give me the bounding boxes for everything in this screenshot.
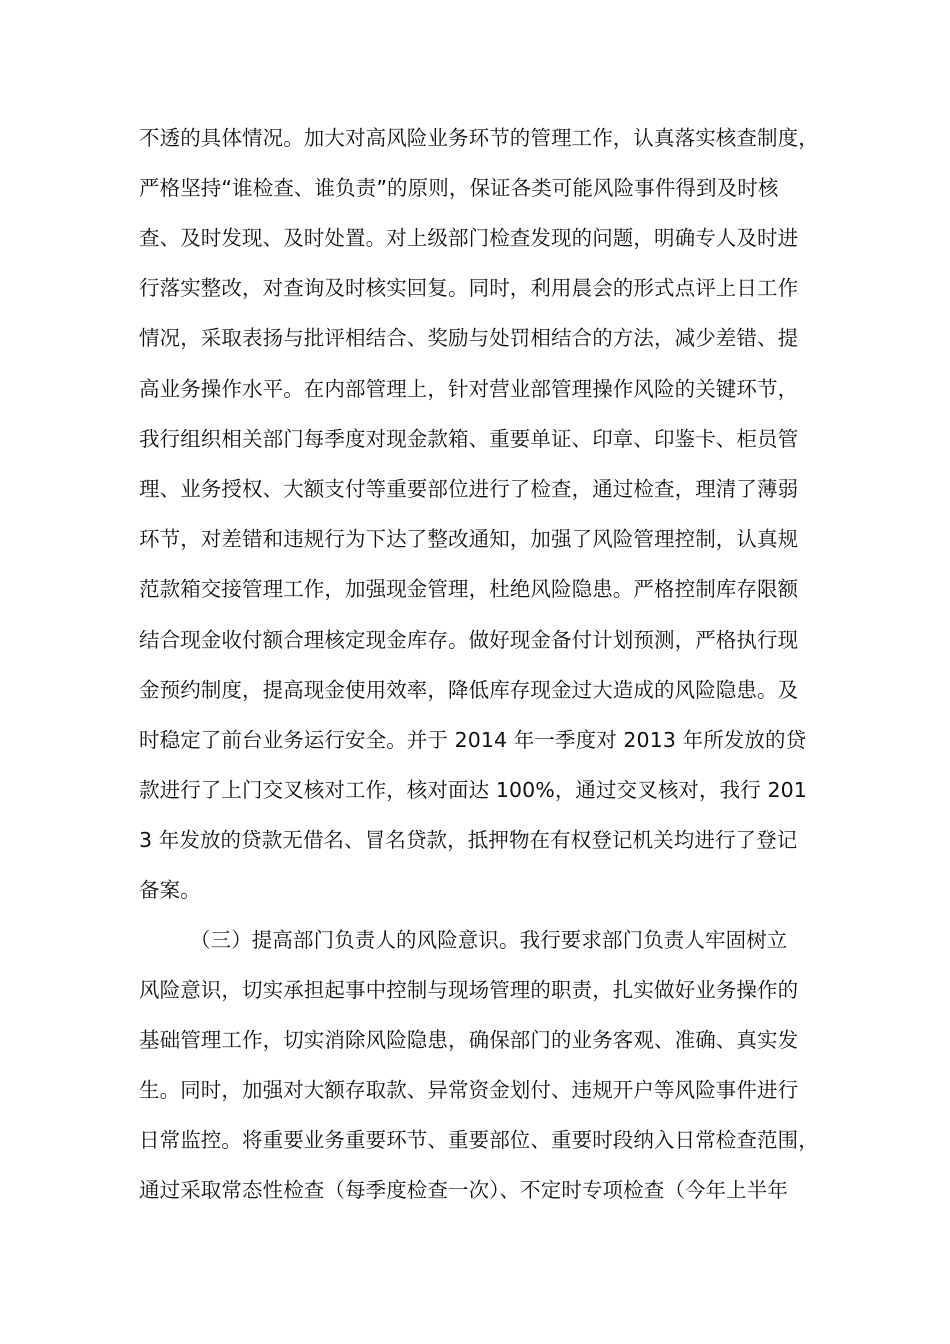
body-text-line: 金预约制度，提高现金使用效率，降低库存现金过大造成的风险隐患。及 [139, 678, 799, 702]
body-text-line: 范款箱交接管理工作，加强现金管理，杜绝风险隐患。严格控制库存限额 [139, 577, 799, 601]
body-text-line: 我行组织相关部门每季度对现金款箱、重要单证、印章、印鉴卡、柜员管 [139, 427, 799, 451]
body-text-line: 情况，采取表扬与批评相结合、奖励与处罚相结合的方法，减少差错、提 [139, 326, 799, 350]
body-text-line: 风险意识，切实承担起事中控制与现场管理的职责，扎实做好业务操作的 [139, 978, 799, 1002]
body-text-line: 高业务操作水平。在内部管理上，针对营业部管理操作风险的关键环节， [139, 377, 799, 401]
body-text-line: 日常监控。将重要业务重要环节、重要部位、重要时段纳入日常检查范围， [139, 1128, 819, 1152]
body-text-line: 3 年发放的贷款无借名、冒名贷款，抵押物在有权登记机关均进行了登记 [139, 828, 798, 852]
body-text-line: 备案。 [139, 878, 201, 902]
body-text-line: 环节，对差错和违规行为下达了整改通知，加强了风险管理控制，认真规 [139, 527, 799, 551]
body-text-line: 理、业务授权、大额支付等重要部位进行了检查，通过检查，理清了薄弱 [139, 477, 799, 501]
body-text-line: 款进行了上门交叉核对工作，核对面达 100%，通过交叉核对，我行 201 [139, 778, 807, 802]
body-text-line: 行落实整改，对查询及时核实回复。同时，利用晨会的形式点评上日工作 [139, 276, 799, 300]
body-text-line: 查、及时发现、及时处置。对上级部门检查发现的问题，明确专人及时进 [139, 226, 799, 250]
body-text-line: 基础管理工作，切实消除风险隐患，确保部门的业务客观、准确、真实发 [139, 1028, 799, 1052]
body-text-line: 时稳定了前台业务运行安全。并于 2014 年一季度对 2013 年所发放的贷 [139, 728, 807, 752]
section-heading-line: （三）提高部门负责人的风险意识。我行要求部门负责人牢固树立 [190, 928, 788, 952]
body-text-line: 通过采取常态性检查（每季度检查一次）、不定时专项检查（今年上半年 [139, 1178, 788, 1202]
body-text-line: 严格坚持“谁检查、谁负责”的原则，保证各类可能风险事件得到及时核 [139, 176, 779, 200]
body-text-line: 结合现金收付额合理核定现金库存。做好现金备付计划预测，严格执行现 [139, 628, 799, 652]
body-text-line: 生。同时，加强对大额存取款、异常资金划付、违规开户等风险事件进行 [139, 1078, 799, 1102]
body-text-line: 不透的具体情况。加大对高风险业务环节的管理工作，认真落实核查制度， [139, 126, 819, 150]
